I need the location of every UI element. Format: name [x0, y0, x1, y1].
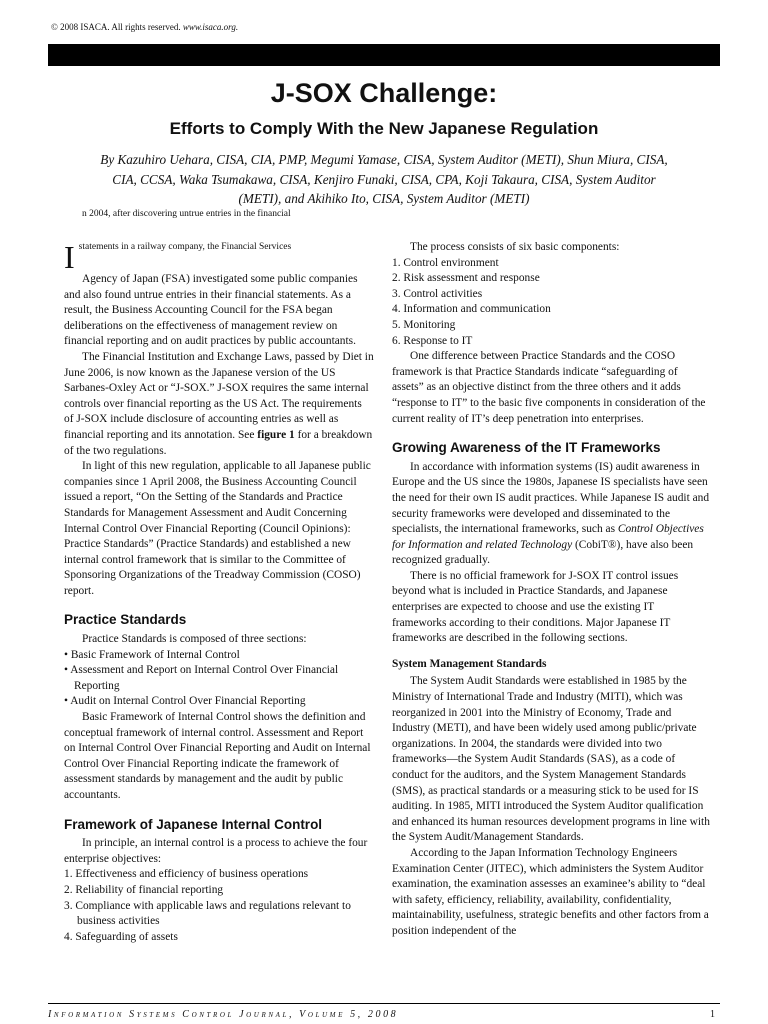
- paragraph-no-official-framework: There is no official framework for J-SOX IT control issues beyond what is included in Practice Standards, and Japanese enterprises are expected to choose and use the existing IT frameworks according to their conditions. Major Japanese IT frameworks are described in the following sections.: [392, 569, 679, 645]
- copyright-text: © 2008 ISACA. All rights reserved.: [51, 22, 181, 32]
- intro-fragment: n 2004, after discovering untrue entries in the financial: [82, 209, 291, 219]
- practice-intro: Practice Standards is composed of three sections:: [82, 633, 307, 646]
- article-title: J-SOX Challenge:: [270, 78, 498, 108]
- left-column: [64, 240, 374, 945]
- list-item: 3. Compliance with applicable laws and regulations relevant to business activities: [64, 899, 351, 928]
- paragraph-coso-difference: One difference between Practice Standards and the COSO framework is that Practice Standards indicate “safeguarding of assets” as an objective distinct from the three others and it adds “response to IT” to the basic five components in consideration of the current reality of IT’s deep penetration into enterprises.: [392, 350, 706, 425]
- paragraph-is-audit: [392, 460, 710, 569]
- paragraph-jsox-text: The Financial Institution and Exchange Laws, passed by Diet in June 2006, is now known as the Japanese version of the US Sarbanes-Oxley Act or “J-SOX.” J-SOX requires the same internal controls over financial reporting as the US Act. The requirements of J-SOX include disclosure of accounting entries as well as financial reporting and its annotation. See: [64, 350, 374, 441]
- list-item: • Assessment and Report on Internal Control Over Financial Reporting: [64, 664, 339, 692]
- author-byline: By Kazuhiro Uehara, CISA, CIA, PMP, Megumi Yamase, CISA, System Auditor (METI), Shun Miura, CISA, CIA, CCSA, Waka Tsumakawa, CISA, Kenjiro Funaki, CISA, CPA, Koji Takaura, CISA, System Auditor (METI), and Akihiko Ito, CISA, System Auditor (METI): [100, 152, 668, 206]
- paragraph-jsox-end: for a breakdown of the two regulations.: [64, 428, 373, 457]
- list-item: 4. Safeguarding of assets: [64, 930, 178, 943]
- heading-growing-awareness: Growing Awareness of the IT Frameworks: [392, 440, 661, 456]
- footer-divider: [48, 1003, 720, 1004]
- list-item: 2. Risk assessment and response: [392, 272, 540, 285]
- figure-1-reference[interactable]: figure 1: [257, 428, 295, 441]
- list-item: 4. Information and communication: [392, 303, 551, 316]
- dropcap-paragraph: [64, 239, 374, 275]
- list-item: • Basic Framework of Internal Control: [64, 648, 240, 661]
- page-number: 1: [710, 1009, 715, 1020]
- copyright-notice: [51, 22, 238, 32]
- framework-intro: In principle, an internal control is a process to achieve the four enterprise objectives:: [64, 837, 368, 865]
- list-item: 3. Control activities: [392, 287, 483, 300]
- components-intro: The process consists of six basic components:: [410, 241, 620, 253]
- article-subtitle: Efforts to Comply With the New Japanese Regulation: [169, 119, 599, 138]
- paragraph-is-audit-end: , have also been recognized gradually.: [392, 538, 694, 567]
- right-column: [392, 240, 710, 940]
- dropcap-line-text: statements in a railway company, the Financial Services: [78, 242, 292, 252]
- cobit-full-name: Control Objectives for Information and related Technology: [392, 523, 704, 551]
- list-item: • Audit on Internal Control Over Financial Reporting: [64, 695, 306, 708]
- paragraph-sas-history: The System Audit Standards were established in 1985 by the Ministry of International Trade and Industry (MITI), which was reorganized in 2001 into the Ministry of Economy, Trade and Industry (METI), and have been widely used among public/private organizations. In 2004, the standards were divided into two frameworks—the System Audit Standards (SAS), as a code of conduct for the auditors, and the System Management Standards (SMS), as practical standards or a measuring stick to be used for IS auditing. In 1985, MITI introduced the System Auditor qualification and enhanced its human resources development programs in line with the System Audit/Management Standards.: [392, 675, 710, 844]
- paragraph-council: In light of this new regulation, applicable to all Japanese public companies since 1 April 2008, the Business Accounting Council issued a report, “On the Setting of the Standards and Practice Standards for Management Assessment and Audit Concerning Internal Control Over Financial Reporting (Council Opinions): Practice Standards” (Practice Standards) and established a new internal control framework that is similar to the Committee of Sponsoring Organizations of the Treadway Commission (COSO) report.: [64, 460, 371, 597]
- cobit-acronym: (CobiT®): [572, 538, 621, 551]
- heading-system-management-standards: System Management Standards: [392, 657, 547, 670]
- isaca-url-link[interactable]: www.isaca.org.: [182, 22, 239, 32]
- list-item: 1. Control environment: [392, 256, 499, 269]
- list-item: 6. Response to IT: [392, 334, 473, 347]
- heading-framework: Framework of Japanese Internal Control: [64, 816, 323, 832]
- paragraph-jitec: According to the Japan Information Technology Engineers Examination Center (JITEC), which administers the System Auditor examination, the examination assesses an examinee’s ability to “deal with safety, efficiency, reliability, availability, confidentiality, maintainability, usefulness, strategic benefits and other factors from a position independent of the: [392, 846, 709, 937]
- list-item: 5. Monitoring: [392, 318, 456, 331]
- list-item: 2. Reliability of financial reporting: [64, 883, 224, 896]
- paragraph-is-audit-text: In accordance with information systems (IS) audit awareness in Europe and the US since the 1980s, Japanese IS specialists have seen the need for their own IS audit practices. While Japanese IS audit and security frameworks were developed and disseminated to the specialists, the international frameworks, such as: [392, 460, 710, 536]
- paragraph-basic-framework: Basic Framework of Internal Control shows the definition and conceptual framework of internal control. Assessment and Report on Internal Control Over Financial Reporting and Audit on Internal Control Over Financial Reporting indicate the framework of assessment standards by management and the audit by public accountants.: [64, 711, 371, 801]
- journal-footer: Information Systems Control Journal, Volume 5, 2008: [48, 1009, 399, 1020]
- header-black-bar: [48, 44, 720, 66]
- list-item: 1. Effectiveness and efficiency of business operations: [64, 868, 309, 881]
- paragraph-fsa: Agency of Japan (FSA) investigated some public companies and also found untrue entries in their financial statements. As a result, the Business Accounting Council for the FSA began deliberations on the effectiveness of management review on financial reporting and on audit practices by public accountants.: [64, 273, 358, 348]
- heading-practice-standards: Practice Standards: [64, 612, 187, 628]
- paragraph-jsox: [64, 350, 374, 459]
- dropcap-letter: I: [64, 239, 75, 275]
